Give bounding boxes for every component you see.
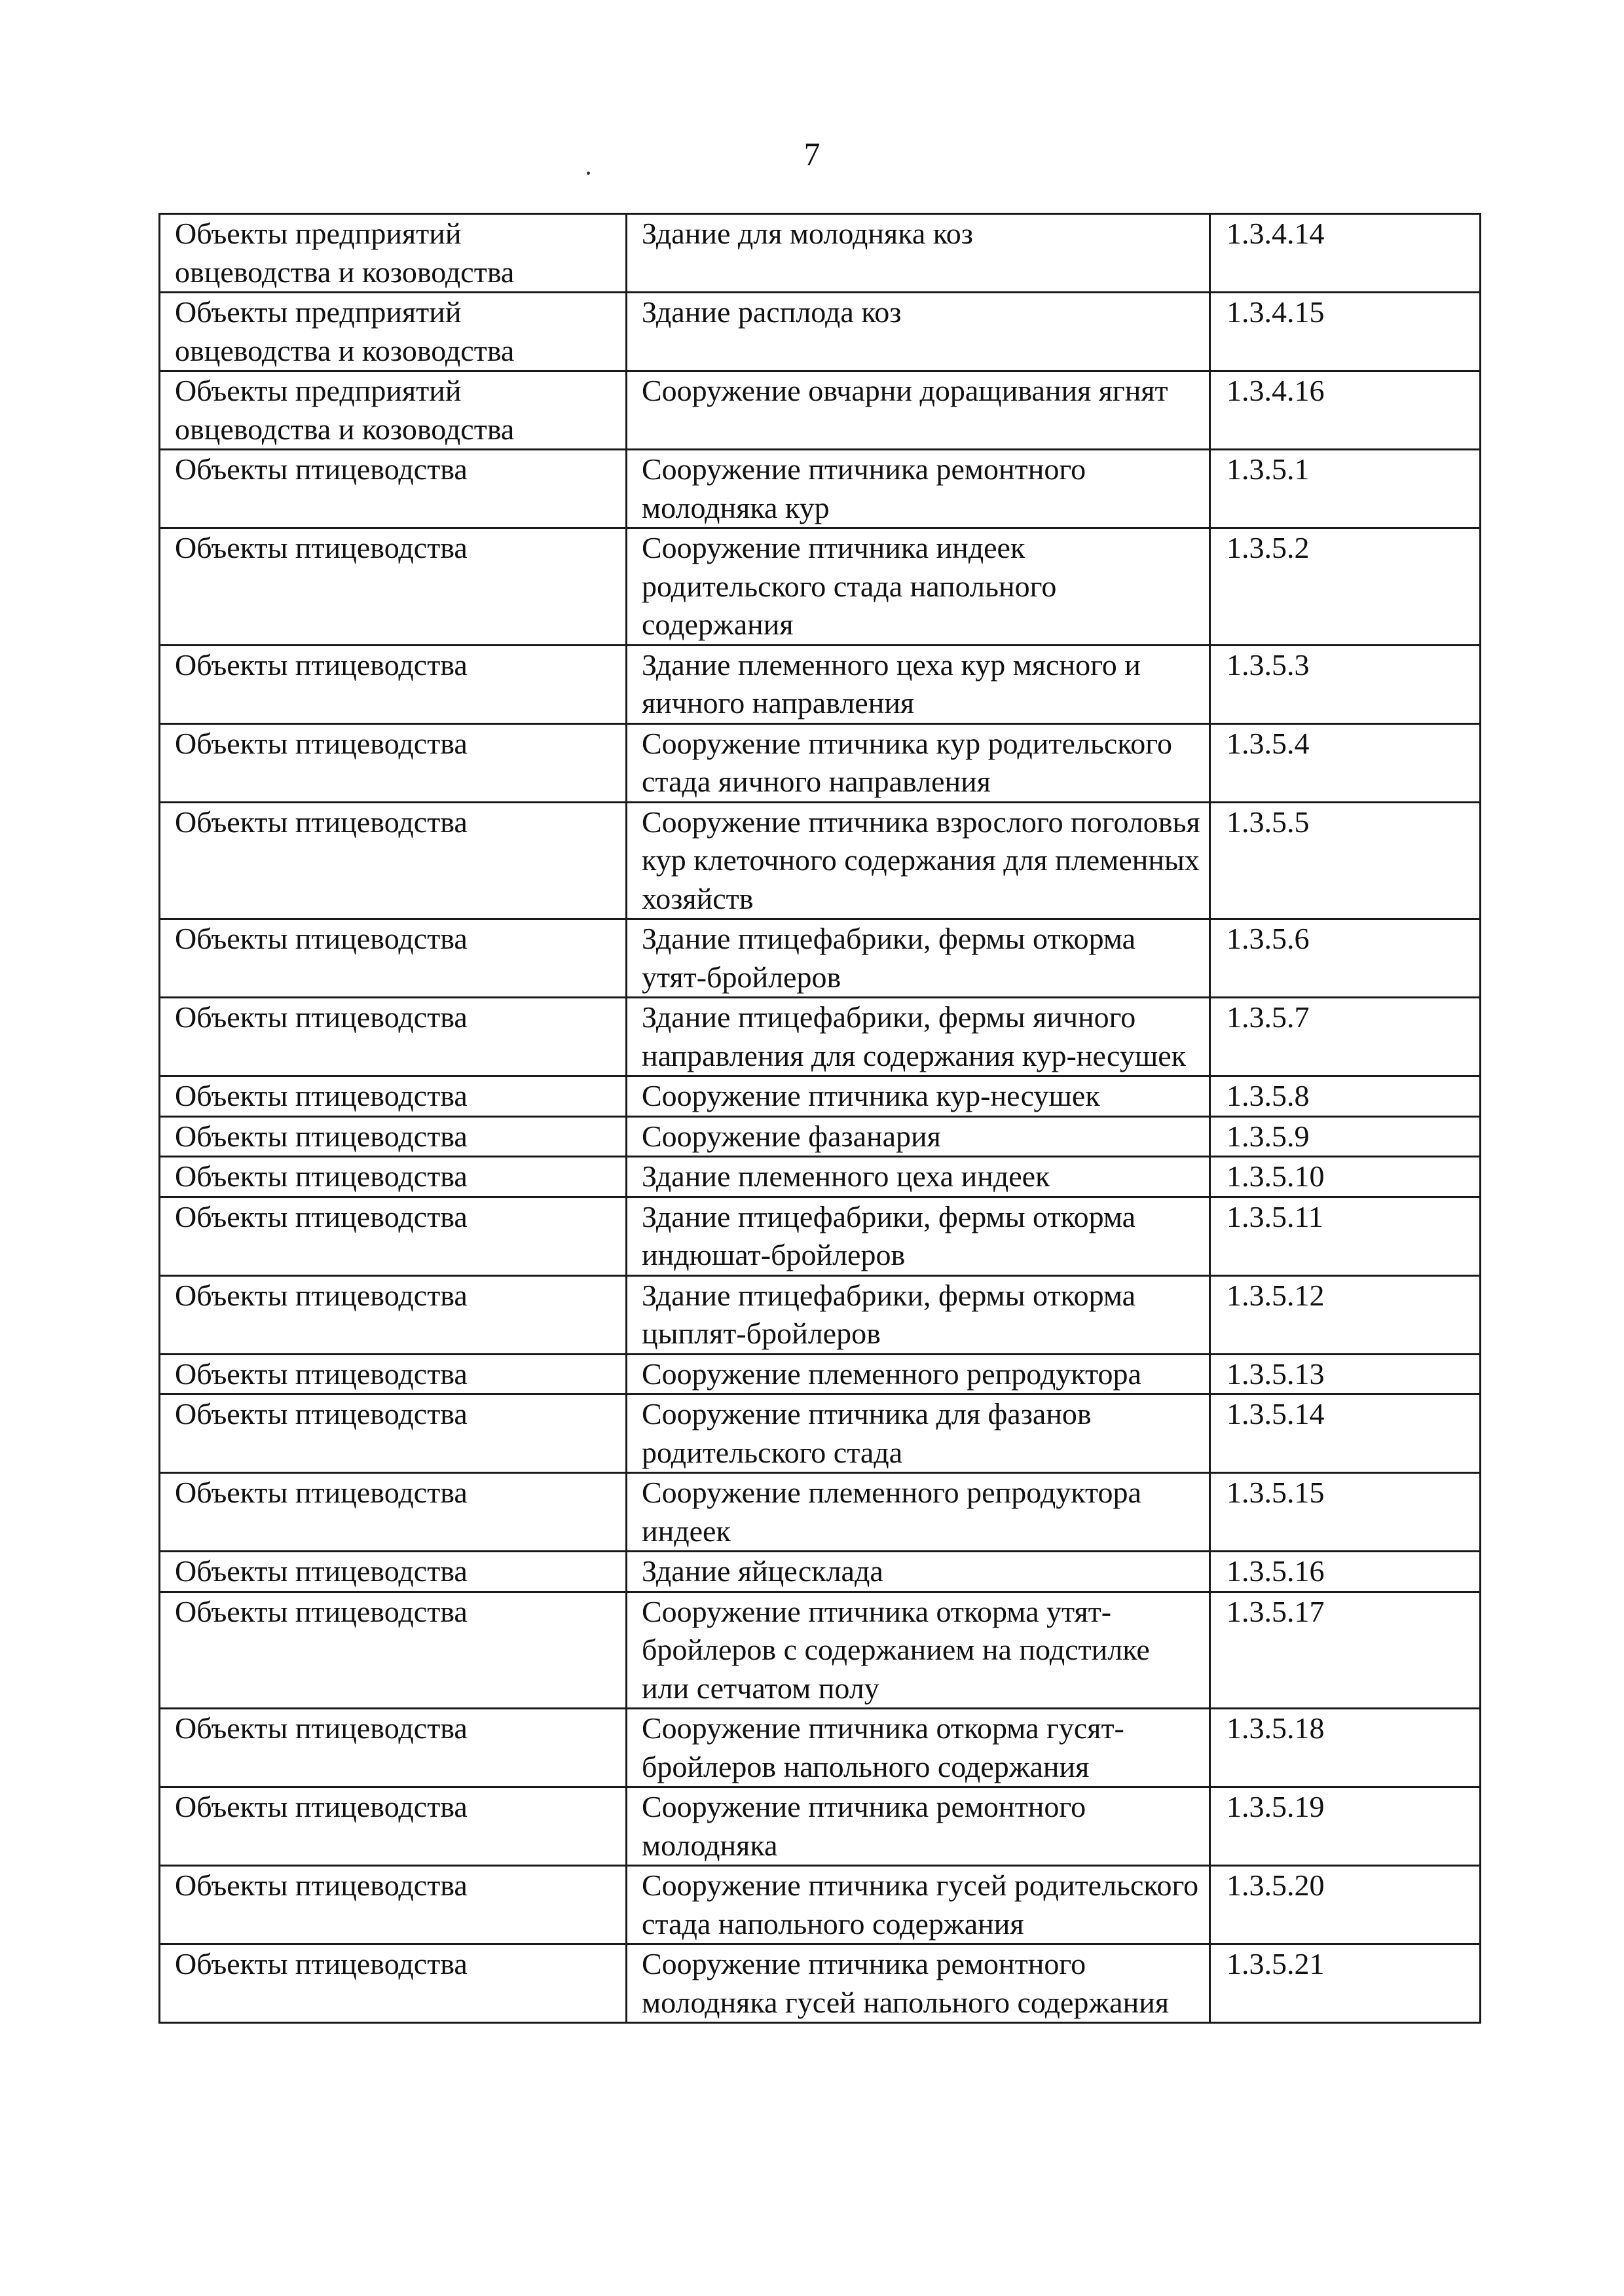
table-row [160,1709,1481,1787]
page-number: 7 [803,136,821,172]
object-name-cell: Сооружение птичника индеек родительского стада напольного содержания [627,528,1210,646]
object-name-cell: Сооружение птичника кур-несушек [627,1076,1210,1117]
object-name-cell: Сооружение племенного репродуктора индеек [627,1473,1210,1552]
table-row [160,1473,1481,1552]
code-cell: 1.3.4.16 [1210,371,1481,450]
table-row [160,1076,1481,1117]
objects-table [158,213,1481,2024]
category-cell: Объекты предприятий овцеводства и козоводства [160,293,627,371]
table-row [160,1354,1481,1394]
category-cell: Объекты птицеводства [160,1709,627,1787]
object-name-cell: Здание для молодняка коз [627,214,1210,293]
code-cell: 1.3.5.1 [1210,450,1481,528]
table-row [160,371,1481,450]
table-row [160,1552,1481,1592]
table-row [160,1944,1481,2023]
code-cell: 1.3.4.15 [1210,293,1481,371]
code-cell: 1.3.5.13 [1210,1354,1481,1394]
code-cell: 1.3.5.8 [1210,1076,1481,1117]
object-name-cell: Здание яйцесклада [627,1552,1210,1592]
category-cell: Объекты птицеводства [160,1552,627,1592]
category-cell: Объекты предприятий овцеводства и козоводства [160,214,627,293]
code-cell: 1.3.5.6 [1210,919,1481,998]
table-row [160,1197,1481,1275]
code-cell: 1.3.5.2 [1210,528,1481,646]
category-cell: Объекты птицеводства [160,1157,627,1197]
category-cell: Объекты птицеводства [160,1866,627,1944]
category-cell: Объекты птицеводства [160,1076,627,1117]
table-row [160,1787,1481,1866]
table-row [160,919,1481,998]
table-row [160,998,1481,1076]
category-cell: Объекты птицеводства [160,802,627,919]
table-row [160,1116,1481,1157]
table-row [160,1592,1481,1709]
code-cell: 1.3.4.14 [1210,214,1481,293]
category-cell: Объекты птицеводства [160,1197,627,1275]
category-cell: Объекты птицеводства [160,1354,627,1394]
table-row [160,293,1481,371]
category-cell: Объекты птицеводства [160,1592,627,1709]
object-name-cell: Сооружение птичника ремонтного молодняка кур [627,450,1210,528]
code-cell: 1.3.5.7 [1210,998,1481,1076]
table-row [160,214,1481,293]
category-cell: Объекты предприятий овцеводства и козоводства [160,371,627,450]
object-name-cell: Сооружение овчарни доращивания ягнят [627,371,1210,450]
code-cell: 1.3.5.16 [1210,1552,1481,1592]
category-cell: Объекты птицеводства [160,919,627,998]
code-cell: 1.3.5.20 [1210,1866,1481,1944]
category-cell: Объекты птицеводства [160,645,627,723]
category-cell: Объекты птицеводства [160,1116,627,1157]
category-cell: Объекты птицеводства [160,450,627,528]
code-cell: 1.3.5.5 [1210,802,1481,919]
table-row [160,1394,1481,1473]
object-name-cell: Сооружение племенного репродуктора [627,1354,1210,1394]
object-name-cell: Сооружение фазанария [627,1116,1210,1157]
object-name-cell: Здание птицефабрики, фермы яичного направления для содержания кур-несушек [627,998,1210,1076]
table-row [160,723,1481,802]
object-name-cell: Сооружение птичника для фазанов родительского стада [627,1394,1210,1473]
category-cell: Объекты птицеводства [160,998,627,1076]
code-cell: 1.3.5.12 [1210,1275,1481,1354]
code-cell: 1.3.5.14 [1210,1394,1481,1473]
object-name-cell: Здание птицефабрики, фермы откорма утят-бройлеров [627,919,1210,998]
object-name-cell: Здание племенного цеха индеек [627,1157,1210,1197]
object-name-cell: Здание расплода коз [627,293,1210,371]
table-row [160,450,1481,528]
category-cell: Объекты птицеводства [160,1394,627,1473]
table-row [160,1866,1481,1944]
object-name-cell: Сооружение птичника ремонтного молодняка [627,1787,1210,1866]
object-name-cell: Сооружение птичника гусей родительского стада напольного содержания [627,1866,1210,1944]
table-row [160,528,1481,646]
code-cell: 1.3.5.10 [1210,1157,1481,1197]
code-cell: 1.3.5.11 [1210,1197,1481,1275]
code-cell: 1.3.5.9 [1210,1116,1481,1157]
object-name-cell: Сооружение птичника кур родительского стада яичного направления [627,723,1210,802]
code-cell: 1.3.5.19 [1210,1787,1481,1866]
code-cell: 1.3.5.15 [1210,1473,1481,1552]
object-name-cell: Сооружение птичника взрослого поголовья кур клеточного содержания для племенных хозяйств [627,802,1210,919]
object-name-cell: Здание птицефабрики, фермы откорма цыплят-бройлеров [627,1275,1210,1354]
code-cell: 1.3.5.21 [1210,1944,1481,2023]
category-cell: Объекты птицеводства [160,1275,627,1354]
scan-speck [587,172,590,175]
category-cell: Объекты птицеводства [160,1944,627,2023]
object-name-cell: Здание птицефабрики, фермы откорма индюшат-бройлеров [627,1197,1210,1275]
object-name-cell: Здание племенного цеха кур мясного и яичного направления [627,645,1210,723]
code-cell: 1.3.5.3 [1210,645,1481,723]
category-cell: Объекты птицеводства [160,1473,627,1552]
table-body [160,214,1481,2023]
table-row [160,1157,1481,1197]
object-name-cell: Сооружение птичника ремонтного молодняка гусей напольного содержания [627,1944,1210,2023]
table-row [160,802,1481,919]
code-cell: 1.3.5.4 [1210,723,1481,802]
object-name-cell: Сооружение птичника откорма гусят-бройлеров напольного содержания [627,1709,1210,1787]
category-cell: Объекты птицеводства [160,1787,627,1866]
code-cell: 1.3.5.18 [1210,1709,1481,1787]
category-cell: Объекты птицеводства [160,528,627,646]
table-row [160,645,1481,723]
table-row [160,1275,1481,1354]
category-cell: Объекты птицеводства [160,723,627,802]
object-name-cell: Сооружение птичника откорма утят-бройлеров с содержанием на подстилке или сетчатом полу [627,1592,1210,1709]
code-cell: 1.3.5.17 [1210,1592,1481,1709]
